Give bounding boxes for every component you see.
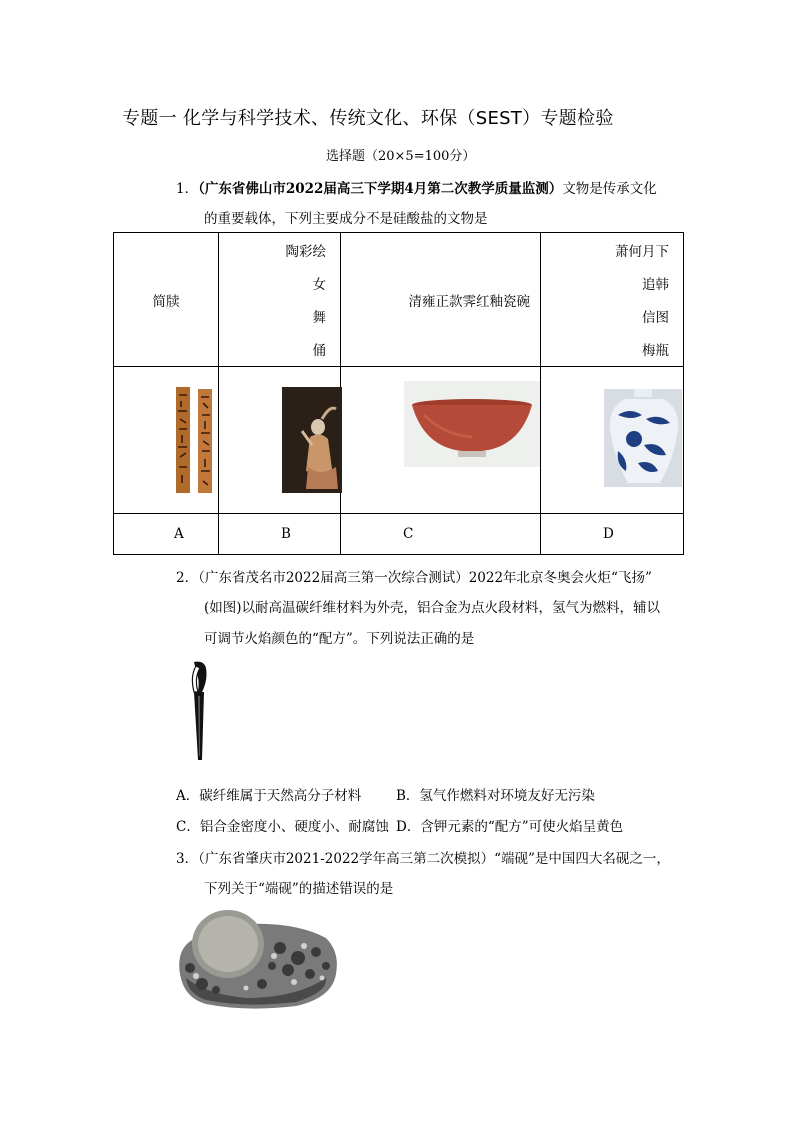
image-cell-c: [341, 367, 541, 514]
question-2-line-1: [176, 566, 652, 586]
question-2-number: 2．: [176, 570, 199, 586]
question-2-option-b: B．氢气作燃料对环境友好无污染: [396, 788, 595, 804]
header-b-line: 俑: [312, 343, 326, 359]
question-3-line-1: [176, 847, 670, 867]
header-cell-c: [341, 233, 541, 367]
header-cell-a: [114, 233, 219, 367]
header-cell-b: [219, 233, 341, 367]
header-cell-d: [541, 233, 684, 367]
header-d-line: 追韩: [642, 277, 669, 293]
header-a-label: 简牍: [152, 293, 180, 310]
option-letter-d: D: [541, 514, 684, 555]
question-3-line-2: 下列关于“端砚”的描述错误的是: [204, 881, 394, 897]
image-cell-a: [114, 367, 219, 514]
page-title: 专题一 化学与科学技术、传统文化、环保（SEST）专题检验: [122, 108, 614, 129]
question-1-text: 文物是传承文化: [562, 181, 657, 197]
duan-inkstone-image: [176, 904, 340, 1014]
header-b-line: 女: [312, 277, 326, 293]
question-2-line-2: (如图)以耐高温碳纤维材料为外壳，铝合金为点火段材料，氢气为燃料，辅以: [204, 600, 661, 616]
image-cell-b: [219, 367, 341, 514]
red-glaze-bowl-image: [404, 381, 540, 467]
question-2-option-d: D．含钾元素的“配方”可使火焰呈黄色: [396, 819, 624, 835]
header-d-line: 梅瓶: [642, 343, 669, 359]
option-letter-a: A: [114, 514, 219, 555]
question-3-text: （广东省肇庆市2021-2022学年高三第二次模拟）“端砚”是中国四大名砚之一，: [198, 851, 670, 867]
option-letter-b: B: [219, 514, 341, 555]
header-d-line: 萧何月下: [615, 244, 669, 260]
question-2-line-3: 可调节火焰颜色的“配方”。下列说法正确的是: [204, 631, 475, 647]
question-3-number: 3．: [176, 851, 199, 867]
header-d-line: 信图: [642, 310, 669, 326]
question-1-source: （广东省佛山市2022届高三下学期4月第二次教学质量监测）: [198, 181, 563, 197]
painted-figurine-image: [282, 387, 342, 493]
artifact-table: [113, 232, 684, 555]
question-2-option-c: C．铝合金密度小、硬度小、耐腐蚀: [176, 819, 389, 835]
section-subtitle: 选择题（20×5=100分）: [326, 149, 476, 164]
question-2-option-a: A．碳纤维属于天然高分子材料: [176, 788, 362, 804]
plum-vase-image: [604, 389, 682, 487]
question-1-line-1: [176, 177, 657, 197]
header-b-line: 舞: [312, 310, 326, 326]
question-2-text: （广东省茂名市2022届高三第一次综合测试）2022年北京冬奥会火炬“飞扬”: [198, 570, 652, 586]
bamboo-slips-image: [172, 387, 222, 497]
question-1-line-2: 的重要载体，下列主要成分不是硅酸盐的文物是: [204, 211, 488, 227]
question-1-number: 1．: [176, 181, 199, 197]
header-c-label: 清雍正款霁红釉瓷碗: [408, 293, 530, 310]
header-b-line: 陶彩绘: [285, 244, 326, 260]
option-letter-c: C: [341, 514, 541, 555]
olympic-torch-image: [180, 658, 216, 764]
image-cell-d: [541, 367, 684, 514]
